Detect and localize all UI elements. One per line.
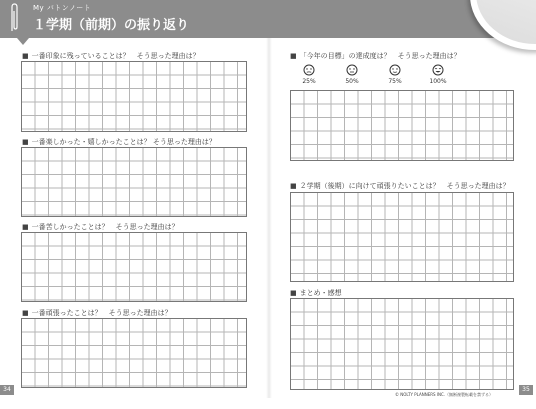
question-worked-hardest: ■ 一番頑張ったことは？ そう思った理由は？ <box>22 308 172 318</box>
face-icon <box>389 64 401 76</box>
achievement-label: 100% <box>429 78 447 85</box>
question-most-fun: ■ 一番楽しかった・嬉しかったことは？ そう思った理由は？ <box>22 137 216 147</box>
writing-grid-summary[interactable] <box>290 298 514 390</box>
achievement-label: 75% <box>388 78 402 85</box>
header-tab-pointer <box>17 38 29 45</box>
achievement-25[interactable] <box>295 64 323 85</box>
face-icon <box>432 64 444 76</box>
writing-grid-goal-reason[interactable] <box>290 90 514 161</box>
page-number-right: 35 <box>519 385 533 395</box>
face-icon <box>303 64 315 76</box>
book-spine <box>266 38 272 398</box>
face-icon <box>346 64 358 76</box>
copyright-notice: © NOLTY PLANNERS INC.（無断複製転載を禁ずる） <box>395 392 494 397</box>
summary-heading: ■ まとめ・感想 <box>290 288 342 298</box>
question-most-memorable: ■ 一番印象に残っていることは？ そう思った理由は？ <box>22 51 200 61</box>
writing-grid-hardest[interactable] <box>21 232 247 302</box>
achievement-75[interactable] <box>381 64 409 85</box>
achievement-100[interactable] <box>424 64 452 85</box>
page-number-left: 34 <box>0 385 14 395</box>
writing-grid-worked-hardest[interactable] <box>21 318 247 388</box>
writing-grid-memorable[interactable] <box>21 61 247 132</box>
question-second-term: ■ ２学期（後期）に向けて頑張りたいことは？ そう思った理由は？ <box>290 181 510 191</box>
question-goal-achievement: ■ 「今年の目標」の達成度は？ そう思った理由は？ <box>290 51 461 61</box>
paperclip-icon <box>10 3 19 33</box>
achievement-label: 50% <box>345 78 359 85</box>
achievement-50[interactable] <box>338 64 366 85</box>
achievement-label: 25% <box>302 78 316 85</box>
page-title: １学期（前期）の振り返り <box>33 18 190 33</box>
question-hardest: ■ 一番苦しかったことは？ そう思った理由は？ <box>22 222 179 232</box>
writing-grid-second-term[interactable] <box>290 192 514 282</box>
writing-grid-fun[interactable] <box>21 147 247 217</box>
header-subtitle: My バトンノート <box>33 4 92 12</box>
